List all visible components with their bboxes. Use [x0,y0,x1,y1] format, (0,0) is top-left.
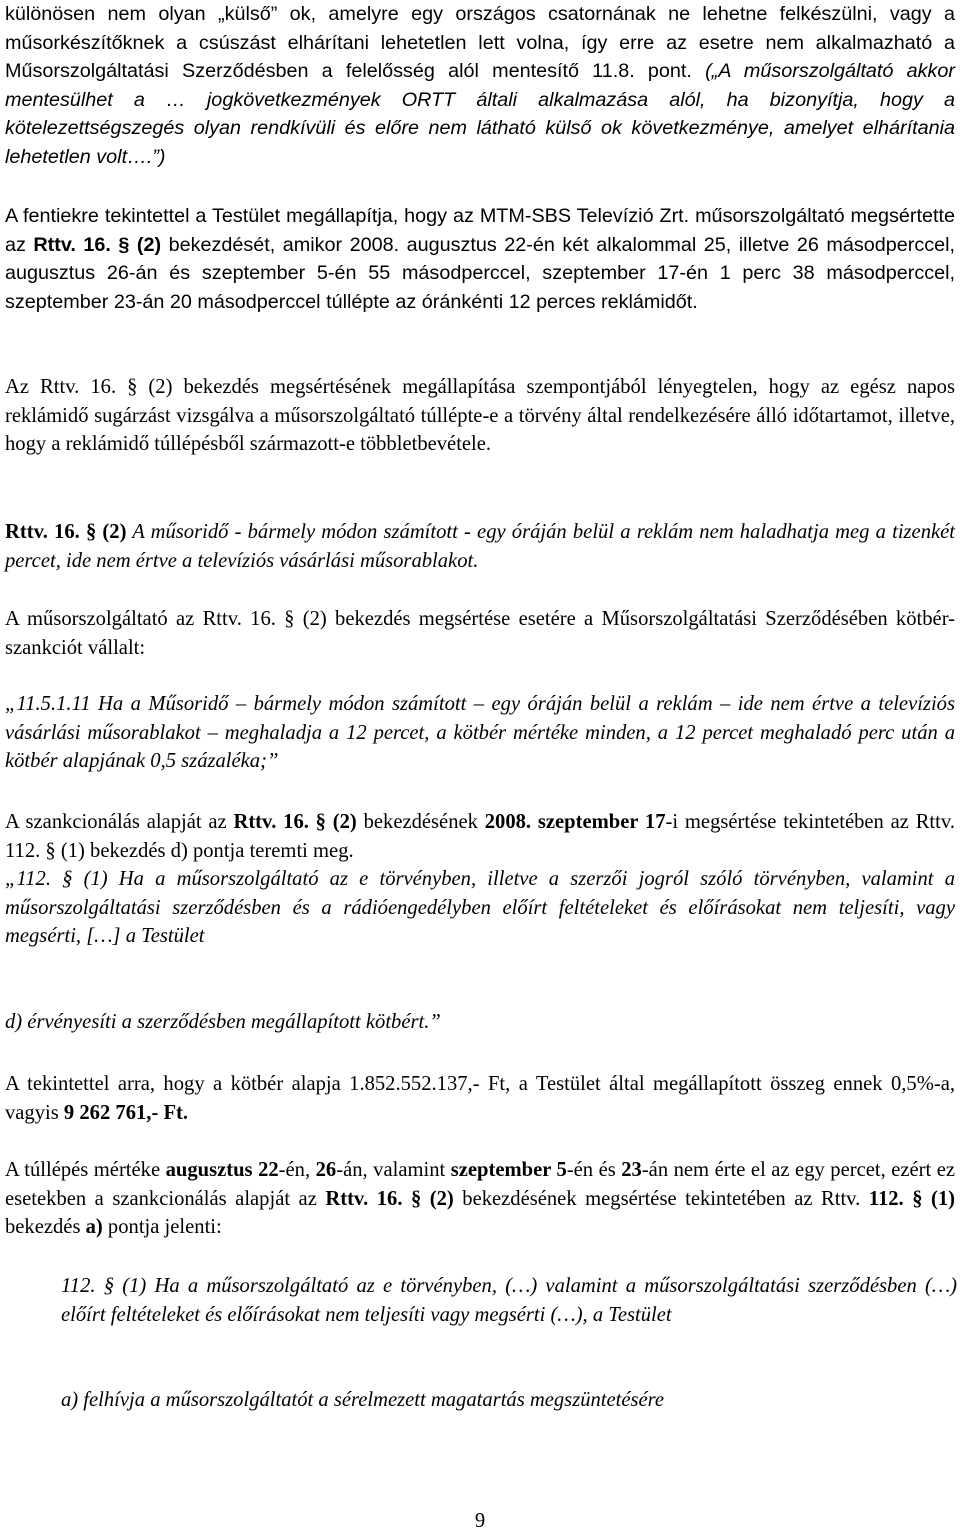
p11-b4: 23 [621,1159,642,1181]
paragraph-6 [5,690,955,776]
paragraph-13-italic: a) felhívja a műsorszolgáltatót a sérelmezett magatartás megszüntetésére [61,1389,665,1411]
paragraph-6-italic: „11.5.1.11 Ha a Műsoridő – bármely módon számított – egy óráján belül a reklám – ide nem értve a televíziós vásárlási műsorablakot – meghaladja a 12 percet, a kötbér mértéke minden, a 12 percet meghaladó perc után a kötbér alapjának 0,5 százaléka;” [5,693,955,773]
p11-b2: 26 [315,1159,337,1181]
p11-f: -án nem érte el az egy percet, ezért ez esetekben a szankcionálás alapját az [5,1159,956,1210]
p11-e: -én és [566,1159,622,1181]
p11-g: bekezdésének megsértése tekintetében az Rttv. [453,1187,869,1210]
paragraph-7-bold-b: 2008. szeptember 17 [484,811,666,833]
paragraph-8-italic: „112. § (1) Ha a műsorszolgáltató az e törvényben, illetve a szerzői jogról szóló törvényben, valamint a műsorszolgáltatási szerződésben és a rádióengedélyben előírt feltételeket és előírásokat nem teljesíti, vagy megsérti, […] a Testület [5,868,955,948]
p11-b3: szeptember 5 [450,1159,567,1181]
p11-i: pontja jelenti: [102,1216,222,1239]
paragraph-2-bold-b: (2) [136,233,162,256]
paragraph-11 [5,1156,955,1242]
paragraph-2-bold-a: Rttv. 16. [33,233,111,256]
p11-d: -án, valamint [336,1159,451,1181]
p11-b5: Rttv. 16. § (2) [325,1187,454,1210]
paragraph-4-italic: A műsoridő - bármely módon számított - egy óráján belül a reklám nem haladhatja meg a tizenkét percet, ide nem értve a televíziós vásárlási műsorablakot. [5,521,955,572]
paragraph-1 [5,0,955,172]
p11-b1: augusztus 22 [165,1159,279,1181]
paragraph-5: A műsorszolgáltató az Rttv. 16. § (2) bekezdés megsértése esetére a Műsorszolgáltatási Szerződésében kötbér-szankciót vállalt: [5,608,955,659]
paragraph-8 [5,865,955,951]
paragraph-9 [5,1008,955,1037]
paragraph-10-text: A tekintettel arra, hogy a kötbér alapja 1.852.552.137,- Ft, a Testület által megállapított összeg ennek 0,5%-a, vagyis [5,1073,955,1124]
paragraph-7-text-c: -i megsértése tekintetében az Rttv. 112. § (1) bekezdés d) pontja teremti meg. [5,811,955,862]
paragraph-3: Az Rttv. 16. § (2) bekezdés megsértésének megállapítása szempontjából lényegtelen, hogy az egész napos reklámidő sugárzást vizsgálva a műsorszolgáltató túllépte-e a törvény által rendelkezésére álló időtartamot, illetve, hogy a reklámidő túllépésből származott-e többletbevétele. [5,376,955,456]
p11-c: -én, [278,1159,316,1181]
paragraph-4-bold: Rttv. 16. § (2) [5,521,127,543]
paragraph-12-italic: 112. § (1) Ha a műsorszolgáltató az e törvényben, (…) valamint a műsorszolgáltatási szerződésben (…) előírt feltételeket és előírásokat nem teljesíti vagy megsérti (…), a Testület [61,1275,957,1326]
paragraph-7-text-b: bekezdésének [356,811,485,833]
paragraph-7-text-a: A szankcionálás alapját az [5,811,234,833]
paragraph-10 [5,1070,955,1127]
p11-b7: a) [85,1216,103,1239]
paragraph-2-text-b: bekezdését, amikor 2008. augusztus 22-én két alkalommal 25, illetve 26 másodperccel, augusztus 26-án és szeptember 5-én 55 másodperccel, szeptember 17-én 1 perc 38 másodperccel, szeptember 23-án 20 másodperccel túllépte az óránkénti 12 perces reklámidőt. [5,233,956,313]
paragraph-2 [5,202,955,316]
p11-h: bekezdés [5,1216,86,1239]
page-number: 9 [474,1510,486,1532]
paragraph-1-quote: („A műsorszolgáltató akkor mentesülhet a … jogkövetkezmények ORTT általi alkalmazása alól, ha bizonyítja, hogy a kötelezettségszegés olyan rendkívüli és előre nem látható külső ok következménye, amelyet elhárítania lehetetlen volt….”) [5,60,955,168]
section-sign: § [118,233,130,256]
paragraph-7-bold-a: Rttv. 16. § (2) [233,811,357,833]
paragraph-7 [5,808,955,865]
paragraph-13 [61,1386,957,1415]
paragraph-10-bold: 9 262 761,- Ft. [63,1101,189,1124]
paragraph-12 [61,1272,957,1329]
paragraph-1-text: különösen nem olyan „külső” ok, amelyre egy országos csatornának ne lehetne felkészülni, vagy a műsorkészítőknek a csúszást elhárítani lehetetlen lett volna, így erre az esetre nem alkalmazható a Műsorszolgáltatási Szerződésben a felelősség alól mentesítő 11.8. pont. [5,3,955,83]
paragraph-2-text-a: A fentiekre tekintettel a Testület megállapítja, hogy az MTM-SBS Televízió Zrt. műsorszolgáltató megsértette az [5,205,955,256]
paragraph-9-italic: d) érvényesíti a szerződésben megállapított kötbért.” [5,1011,441,1033]
paragraph-4 [5,518,955,575]
p11-b6: 112. § (1) [868,1187,955,1210]
p11-a: A túllépés mértéke [5,1159,166,1181]
